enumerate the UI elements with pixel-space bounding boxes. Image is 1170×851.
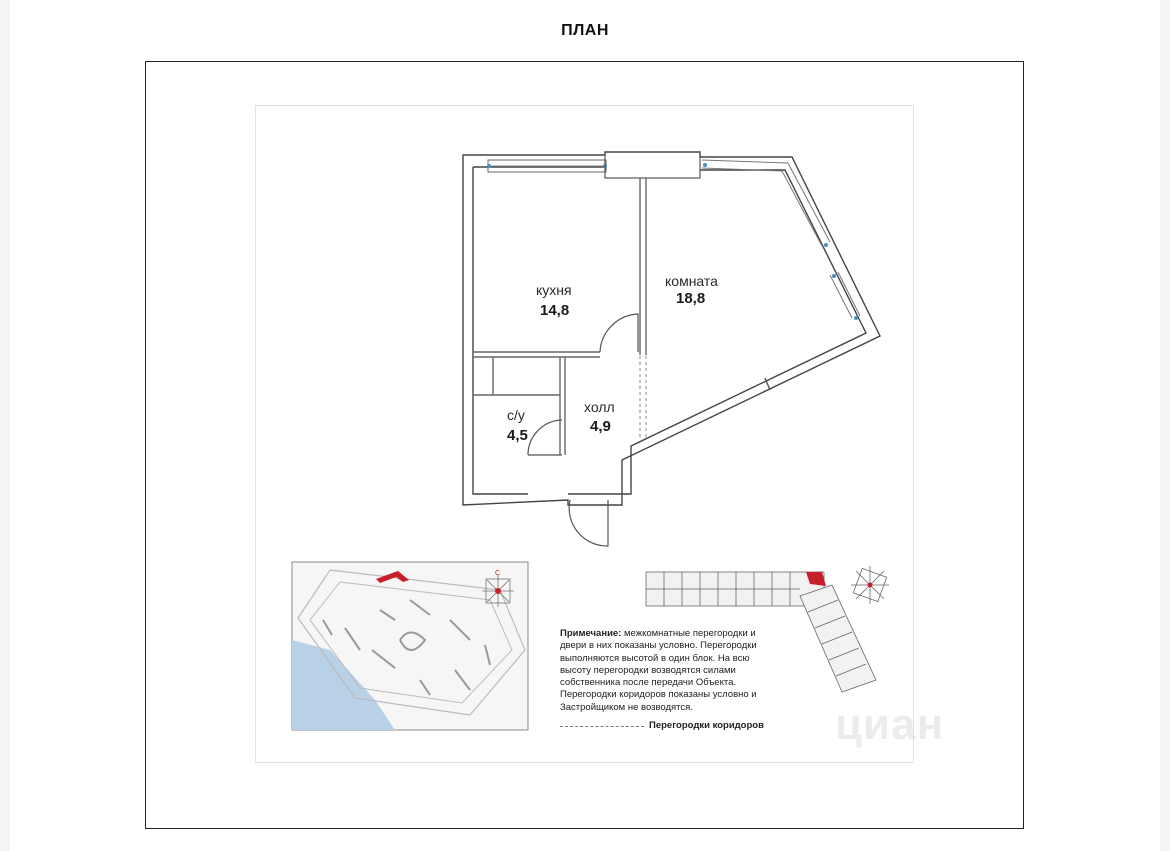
bathroom-door: [528, 420, 562, 455]
balcony-door: [605, 152, 700, 178]
key-plan-compass: [851, 566, 889, 604]
legend-corridor-partitions: [560, 720, 780, 734]
outer-wall: [463, 152, 880, 505]
note-heading: Примечание:: [560, 628, 622, 639]
watermark-logo-icon: циан: [835, 700, 945, 749]
entrance-door: [569, 500, 608, 546]
corridor-partition-dashed: [640, 356, 646, 440]
room-label-kitchen: кухня: [536, 282, 572, 298]
outer-wall-inner: [473, 167, 866, 494]
window-room-corner: [702, 160, 830, 246]
legend-label: Перегородки коридоров: [649, 720, 764, 731]
room-label-hall: холл: [584, 399, 615, 415]
room-label-bathroom: с/у: [507, 407, 525, 423]
legend-dash-line: [560, 726, 644, 727]
room-label-room: комната: [665, 273, 718, 289]
site-map: [292, 562, 528, 730]
page-title: ПЛАН: [561, 22, 609, 39]
room-area-room: 18,8: [676, 290, 706, 307]
kitchen-door: [600, 314, 638, 352]
partition-kitchen-room: [640, 178, 646, 355]
note-text: межкомнатные перегородки и двери в них показаны условно. Перегородки выполняются высотой в один блок. На всю высоту перегородки возводятся силами собственника после передачи Объекта. Перегородки коридоров показаны условно и Застройщиком не возводятся.: [560, 628, 757, 713]
partition-kitchen-bath: [473, 352, 600, 357]
apartment-plan: [463, 152, 880, 546]
room-area-kitchen: 14,8: [540, 302, 570, 319]
room-area-hall: 4,9: [590, 418, 611, 435]
compass-letter: С: [495, 570, 501, 577]
note-block: [560, 628, 760, 714]
room-area-bathroom: 4,5: [507, 427, 528, 444]
